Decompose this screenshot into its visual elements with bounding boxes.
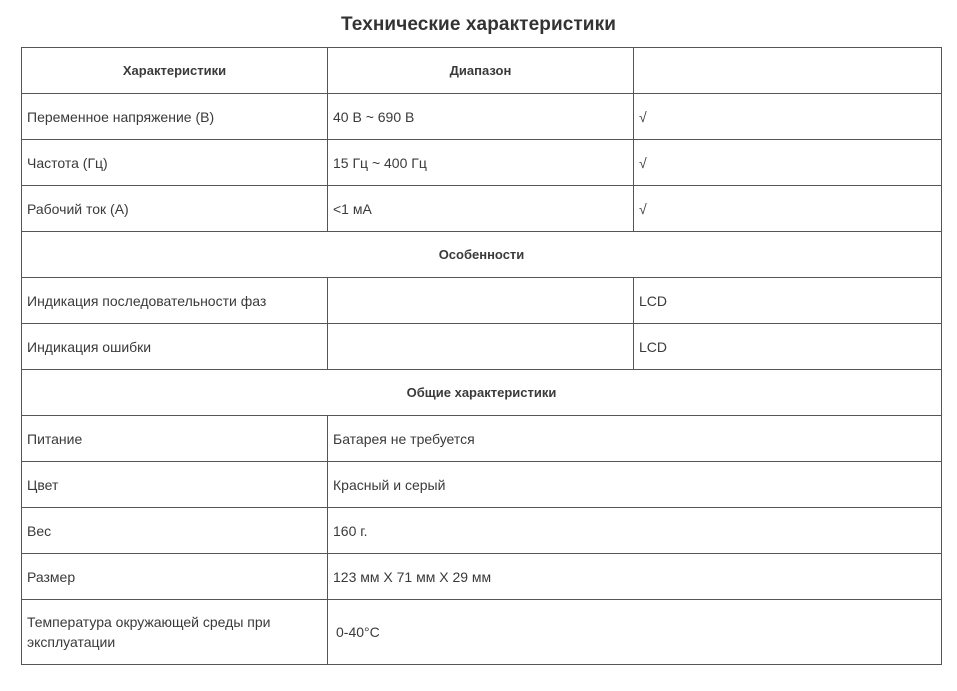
table-row — [22, 278, 942, 324]
header-characteristics: Характеристики — [22, 48, 328, 94]
section-title: Особенности — [22, 232, 942, 278]
table-row — [22, 416, 942, 462]
table-row — [22, 554, 942, 600]
row-indicator: LCD — [634, 324, 942, 370]
row-range: 15 Гц ~ 400 Гц — [328, 140, 634, 186]
row-range: 40 В ~ 690 В — [328, 94, 634, 140]
table-row — [22, 462, 942, 508]
row-value: 0-40°C — [328, 600, 942, 665]
row-name: Размер — [22, 554, 328, 600]
table-row — [22, 508, 942, 554]
specifications-table — [21, 47, 942, 665]
row-name: Индикация последовательности фаз — [22, 278, 328, 324]
table-row — [22, 324, 942, 370]
row-check: √ — [634, 186, 942, 232]
table-row — [22, 186, 942, 232]
table-row — [22, 94, 942, 140]
row-name: Питание — [22, 416, 328, 462]
header-range: Диапазон — [328, 48, 634, 94]
table-row — [22, 600, 942, 665]
row-name: Вес — [22, 508, 328, 554]
section-header-features — [22, 232, 942, 278]
row-name: Температура окружающей среды при эксплуатации — [22, 600, 328, 665]
row-range: <1 мА — [328, 186, 634, 232]
row-check: √ — [634, 140, 942, 186]
row-name: Частота (Гц) — [22, 140, 328, 186]
row-value: 160 г. — [328, 508, 942, 554]
row-range — [328, 324, 634, 370]
row-name: Цвет — [22, 462, 328, 508]
table-header-row — [22, 48, 942, 94]
row-value: 123 мм X 71 мм X 29 мм — [328, 554, 942, 600]
section-title: Общие характеристики — [22, 370, 942, 416]
header-empty — [634, 48, 942, 94]
page-title: Технические характеристики — [341, 14, 616, 35]
row-check: √ — [634, 94, 942, 140]
row-name: Переменное напряжение (В) — [22, 94, 328, 140]
row-value: Красный и серый — [328, 462, 942, 508]
row-value: Батарея не требуется — [328, 416, 942, 462]
row-name: Рабочий ток (А) — [22, 186, 328, 232]
section-header-general — [22, 370, 942, 416]
table-row — [22, 140, 942, 186]
row-name: Индикация ошибки — [22, 324, 328, 370]
row-indicator: LCD — [634, 278, 942, 324]
row-range — [328, 278, 634, 324]
